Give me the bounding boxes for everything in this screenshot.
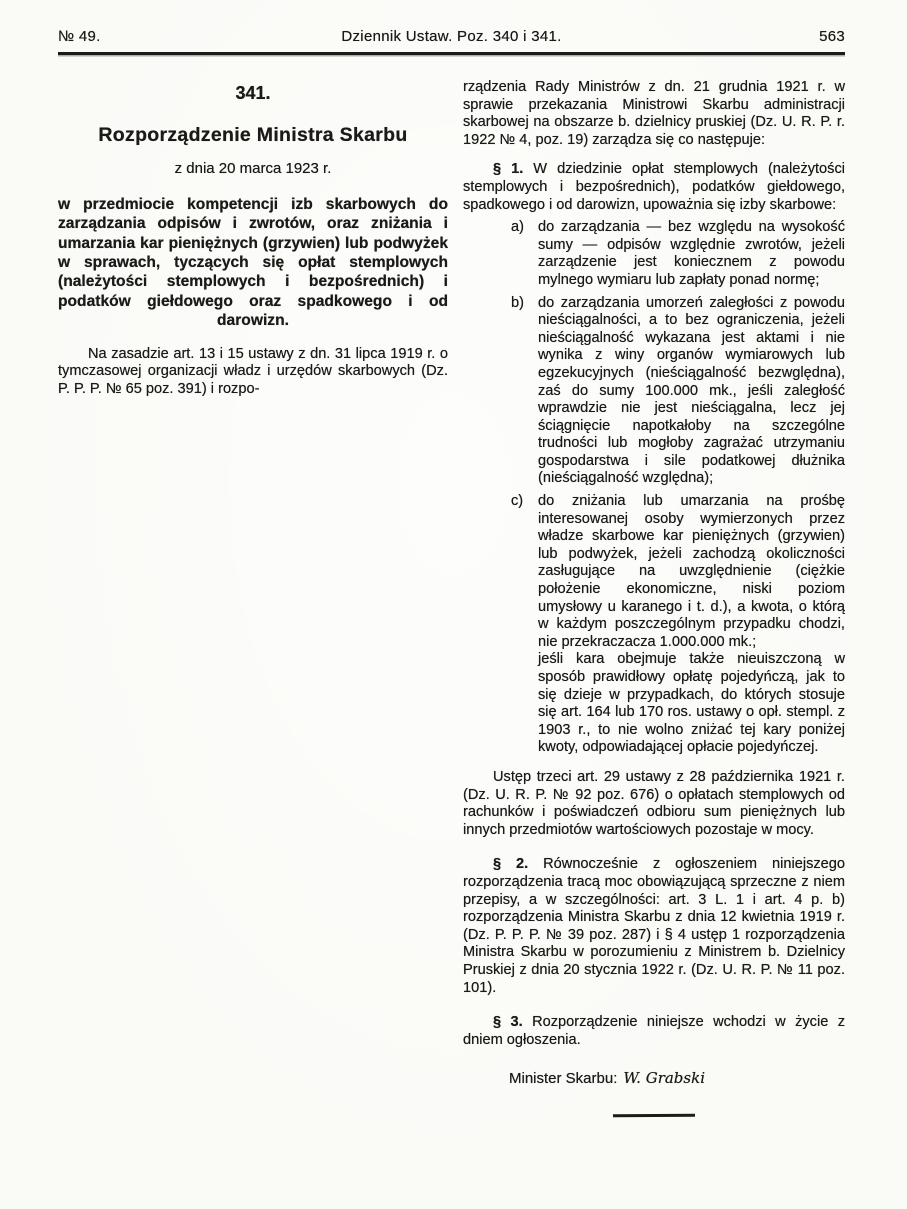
list-item-c-text: do zniżania lub umarzania na prośbę interesowanej osoby wymierzonych przez władze skarbowe kar pieniężnych (grzywien) lub podwyżek, jeżeli zachodzą okoliczności zasługujące na uwzględnienie (ciężkie położenie ekonomiczne, niski poziom umysłowy u karanego i t. d.), a kwota, o którą w każdym poszczególnym przypadku chodzi, nie przekraczacza 1.000.000 mk.;: [538, 493, 845, 650]
two-column-layout: [58, 79, 845, 1116]
decree-subject: w przedmiocie kompetencji izb skarbowych do zarządzania odpisów i zwrotów, oraz zniżania i umarzania kar pieniężnych (grzywien) lub podwyżek w sprawach, tyczących się opłat stemplowych (należytości stemplowych i bezpośrednich) i podatków giełdowego oraz spadkowego i od darowizn.: [58, 195, 448, 330]
list-item-a: [463, 219, 845, 289]
signature-line: [463, 1070, 845, 1088]
list-item-c: [463, 493, 845, 651]
signature-name: W. Grabski: [623, 1069, 705, 1088]
journal-title: Dziennik Ustaw. Poz. 340 i 341.: [341, 28, 562, 45]
section-3-paragraph: [463, 1014, 845, 1049]
list-item-a-text: do zarządzania — bez względu na wysokość sumy — odpisów względnie zwrotów, jeżeli zarządzenie jest koniecznem z powodu mylnego wymiaru lub zapłaty ponad normę;: [538, 219, 845, 288]
section-1-text: W dziedzinie opłat stemplowych (należytości stemplowych i bezpośrednich), podatków giełdowego, spadkowego i od darowizn, upoważnia się izby skarbowe:: [463, 161, 845, 213]
issue-number: № 49.: [58, 28, 101, 45]
left-column: [58, 79, 448, 1116]
list-item-b-marker: b): [511, 294, 524, 311]
section-1-paragraph: [463, 161, 845, 214]
list-item-c-continuation: jeśli kara obejmuje także nieuiszczoną w sposób prawidłowy opłatę pojedyńczą, jak to się dzieje w przypadkach, do których stosuje się art. 164 lub 170 ros. ustawy o opł. stempl. z 1903 r., to nie wolno zniżać tej kary poniżej kwoty, odpowiadającej opłacie pojedyńczej.: [538, 651, 845, 756]
section-3-label: § 3.: [493, 1014, 523, 1031]
list-item-a-marker: a): [511, 219, 524, 236]
decree-title: Rozporządzenie Ministra Skarbu: [98, 123, 408, 146]
section-2-paragraph: [463, 856, 845, 997]
section-2-label: § 2.: [493, 856, 529, 873]
intro-paragraph: Na zasadzie art. 13 i 15 ustawy z dn. 31 lipca 1919 r. o tymczasowej organizacji władz i urzędów skarbowych (Dz. P. P. P. № 65 poz. 391) i rozpo-: [58, 345, 448, 397]
intro-continued-paragraph: rządzenia Rady Ministrów z dn. 21 grudnia 1921 r. w sprawie przekazania Ministrowi Skarbu administracji skarbowej na obszarze b. dzielnicy pruskiej (Dz. U. R. P. r. 1922 № 4, poz. 19) zarządza się co następuje:: [463, 79, 845, 148]
page-number: 563: [819, 28, 845, 45]
decree-date: z dnia 20 marca 1923 r.: [174, 160, 332, 178]
list-item-c-marker: c): [511, 493, 524, 510]
list-item-b: [463, 295, 845, 489]
running-head: [58, 28, 845, 45]
right-column: [463, 79, 845, 1116]
signature-role: Minister Skarbu:: [509, 1070, 618, 1088]
ustep-paragraph: Ustęp trzeci art. 29 ustawy z 28 października 1921 r. (Dz. U. R. P. № 92 poz. 676) o opłatach stemplowych od rachunków i poświadczeń odbioru sum pieniężnych lub innych przedmiotów wartościowych pozostaje w mocy.: [463, 768, 845, 838]
article-number: 341.: [235, 83, 271, 103]
list-item-b-text: do zarządzania umorzeń zaległości z powodu nieściągalności, a to bez ograniczenia, jeżeli nieściągalność wykazana jest aktami i nie wynika z winy organów wymiarowych lub egzekucyjnych (nieściągalność bezwględna), zaś do sumy 100.000 mk., jeśli zaległość wprawdzie nie jest nieściągalna, lecz jej ściągnięcie napotkałoby na szczególne trudności lub mogłoby zagrażać utrzymaniu gospodarstwa i sile podatkowej dłużnika (nieściągalność względna);: [538, 294, 845, 487]
section-3-text: Rozporządzenie niniejsze wchodzi w życie z dniem ogłoszenia.: [463, 1014, 846, 1048]
end-divider: [613, 1114, 695, 1117]
header-rule: [58, 52, 845, 55]
section-1-label: § 1.: [493, 161, 524, 178]
section-2-text: Równocześnie z ogłoszeniem niniejszego rozporządzenia tracą moc obowiązującą sprzeczne z niem przepisy, a w szczególności: art. 3 L. 1 i art. 4 p. b) rozporządzenia Ministra Skarbu z dnia 12 kwietnia 1919 r. (Dz. P. P. P. № 39 poz. 287) i § 4 ustęp 1 rozporządzenia Ministra Skarbu w porozumieniu z Ministrem b. Dzielnicy Pruskiej z dnia 20 stycznia 1922 r. (Dz. U. R. P. № 11 poz. 101).: [463, 856, 846, 996]
